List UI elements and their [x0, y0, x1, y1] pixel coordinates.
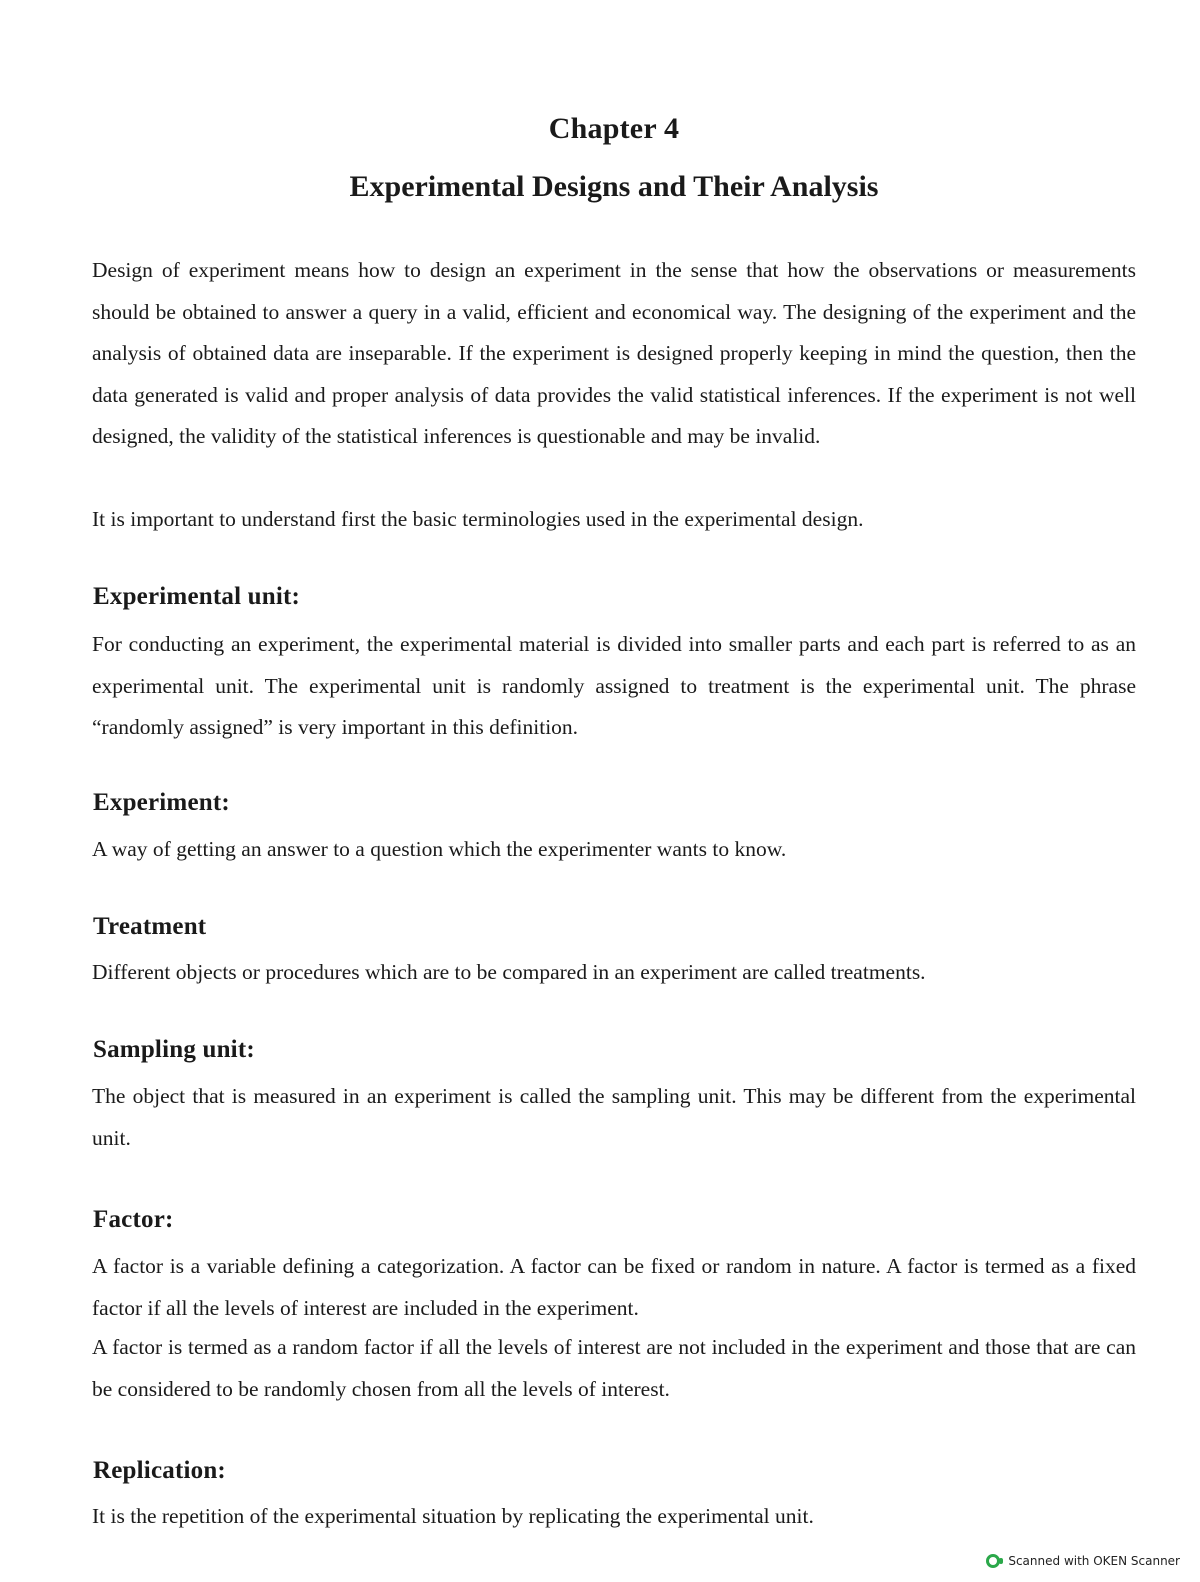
chapter-title: Chapter 4	[548, 112, 680, 145]
sampling-unit-text: The object that is measured in an experiment is called the sampling unit. This may be different from the experimental unit.	[92, 1084, 1136, 1150]
treatment-text: Different objects or procedures which are to be compared in an experiment are called treatments.	[92, 960, 926, 984]
intro-paragraph-2: It is important to understand first the basic terminologies used in the experimental design.	[92, 507, 864, 531]
oken-scanner-logo-icon	[986, 1554, 1000, 1568]
heading-replication: Replication:	[93, 1457, 226, 1484]
experimental-unit-text: For conducting an experiment, the experimental material is divided into smaller parts and each part is referred to as an experimental unit. The experimental unit is randomly assigned to treatment is the experimental unit. The phrase “randomly assigned” is very important in this definition.	[92, 632, 1136, 739]
heading-treatment: Treatment	[93, 913, 207, 940]
heading-experimental-unit: Experimental unit:	[93, 583, 301, 610]
scanner-watermark	[986, 1554, 1180, 1568]
heading-factor: Factor:	[93, 1206, 174, 1233]
heading-experiment: Experiment:	[93, 789, 230, 816]
heading-sampling-unit: Sampling unit:	[93, 1036, 255, 1063]
chapter-subtitle: Experimental Designs and Their Analysis	[349, 170, 879, 203]
scanner-label: Scanned with OKEN Scanner	[1008, 1554, 1180, 1568]
factor-text-2: A factor is termed as a random factor if all the levels of interest are not included in the experiment and those that are can be considered to be randomly chosen from all the levels of interest.	[92, 1335, 1136, 1401]
replication-text: It is the repetition of the experimental situation by replicating the experimental unit.	[92, 1504, 814, 1528]
intro-paragraph: Design of experiment means how to design an experiment in the sense that how the observations or measurements should be obtained to answer a query in a valid, efficient and economical way. The designing of the experiment and the analysis of obtained data are inseparable. If the experiment is designed properly keeping in mind the question, then the data generated is valid and proper analysis of data provides the valid statistical inferences. If the experiment is not well designed, the validity of the statistical inferences is questionable and may be invalid.	[92, 258, 1136, 448]
factor-text-1: A factor is a variable defining a categorization. A factor can be fixed or random in nature. A factor is termed as a fixed factor if all the levels of interest are included in the experiment.	[92, 1254, 1136, 1320]
experiment-text: A way of getting an answer to a question which the experimenter wants to know.	[92, 837, 787, 861]
